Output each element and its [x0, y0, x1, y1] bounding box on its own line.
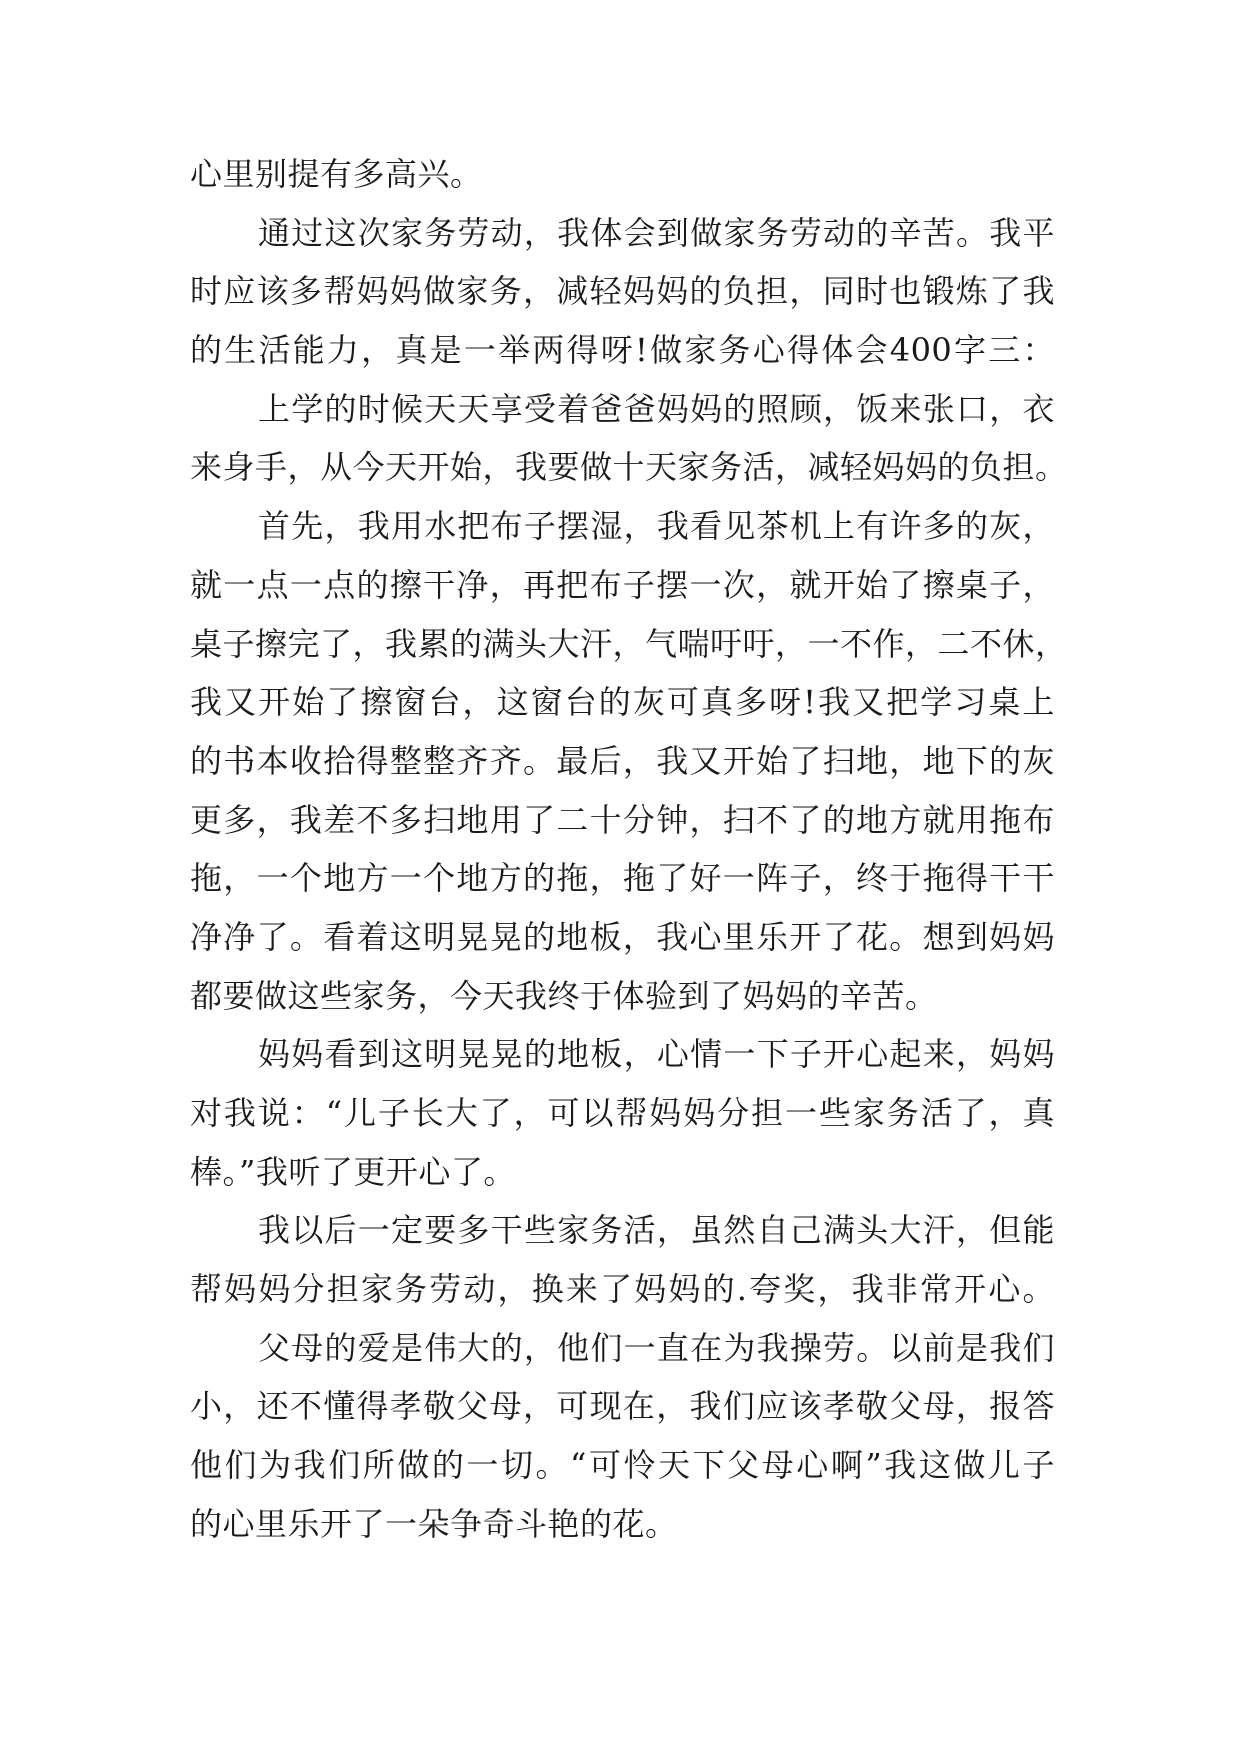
text-line: 净净了。看着这明晃晃的地板，我心里乐开了花。想到妈妈 [190, 917, 1055, 956]
text-line: 小，还不懂得孝敬父母，可现在，我们应该孝敬父母，报答 [190, 1387, 1055, 1426]
text-line: 拖，一个地方一个地方的拖，拖了好一阵子，终于拖得干干 [190, 859, 1055, 898]
text-line: 就一点一点的擦干净，再把布子摆一次，就开始了擦桌子， [190, 565, 1055, 604]
document-page [190, 145, 1068, 1554]
paragraph-first-line: 通过这次家务劳动，我体会到做家务劳动的辛苦。我平 [258, 213, 1055, 252]
text-line: 的心里乐开了一朵争奇斗艳的花。 [190, 1504, 678, 1543]
text-line: 我又开始了擦窗台，这窗台的灰可真多呀!我又把学习桌上 [190, 683, 1055, 722]
text-line: 的生活能力，真是一举两得呀!做家务心得体会400字三： [190, 331, 1055, 370]
text-line: 棒。”我听了更开心了。 [190, 1152, 516, 1191]
text-line: 心里别提有多高兴。 [190, 155, 483, 193]
text-line: 桌子擦完了，我累的满头大汗，气喘吁吁，一不作，二不休， [190, 624, 1068, 663]
paragraph-first-line: 妈妈看到这明晃晃的地板，心情一下子开心起来，妈妈 [258, 1035, 1055, 1074]
text-line: 时应该多帮妈妈做家务，减轻妈妈的负担，同时也锻炼了我 [190, 272, 1055, 311]
text-line: 来身手，从今天开始，我要做十天家务活，减轻妈妈的负担。 [190, 448, 1068, 487]
text-line: 的书本收拾得整整齐齐。最后，我又开始了扫地，地下的灰 [190, 741, 1055, 780]
paragraph-first-line: 父母的爱是伟大的，他们一直在为我操劳。以前是我们 [258, 1328, 1055, 1367]
paragraph-first-line: 我以后一定要多干些家务活，虽然自己满头大汗，但能 [258, 1211, 1055, 1250]
text-line: 都要做这些家务，今天我终于体验到了妈妈的辛苦。 [190, 976, 938, 1015]
text-line: 对我说：“儿子长大了，可以帮妈妈分担一些家务活了，真 [190, 1094, 1055, 1132]
paragraph-first-line: 首先，我用水把布子摆湿，我看见茶机上有许多的灰， [258, 507, 1055, 546]
text-line: 他们为我们所做的一切。“可怜天下父母心啊”我这做儿子 [190, 1446, 1055, 1485]
paragraph-first-line: 上学的时候天天享受着爸爸妈妈的照顾，饭来张口，衣 [258, 389, 1055, 428]
text-line: 更多，我差不多扫地用了二十分钟，扫不了的地方就用拖布 [190, 800, 1055, 839]
text-line: 帮妈妈分担家务劳动，换来了妈妈的.夸奖，我非常开心。 [190, 1270, 1055, 1309]
